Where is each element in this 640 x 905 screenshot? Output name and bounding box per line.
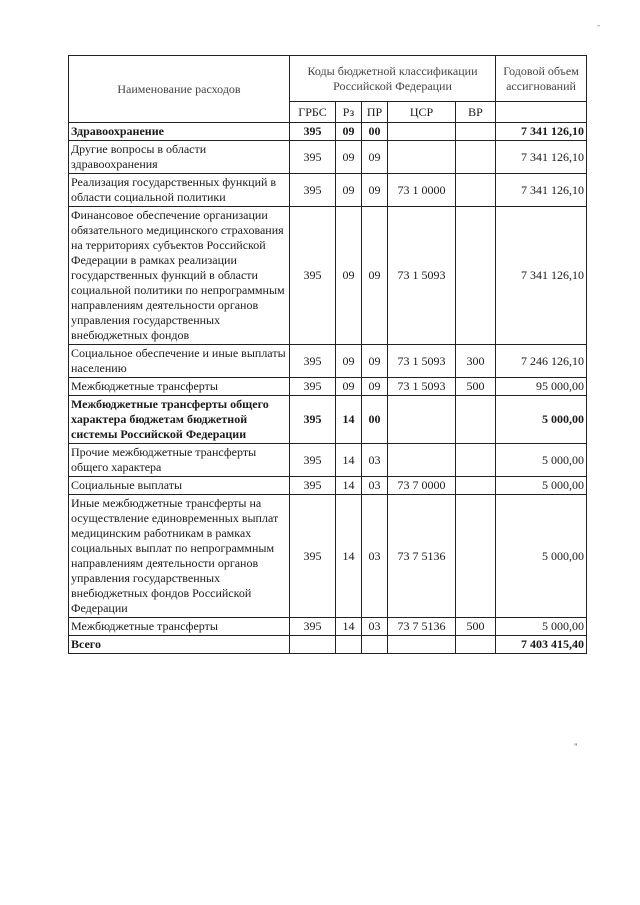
row-amount: 7 403 415,40 xyxy=(496,636,587,654)
row-csr: 73 1 5093 xyxy=(388,207,456,345)
row-amount: 7 341 126,10 xyxy=(496,174,587,207)
row-grbs: 395 xyxy=(290,174,336,207)
row-vr xyxy=(456,174,496,207)
row-vr: 500 xyxy=(456,378,496,396)
row-name: Другие вопросы в области здравоохранения xyxy=(69,141,290,174)
col-rz: Рз xyxy=(336,102,362,123)
row-csr xyxy=(388,141,456,174)
row-rz: 09 xyxy=(336,207,362,345)
header-name: Наименование расходов xyxy=(69,56,290,123)
row-amount: 7 341 126,10 xyxy=(496,141,587,174)
row-grbs: 395 xyxy=(290,378,336,396)
row-amount: 7 246 126,10 xyxy=(496,345,587,378)
row-vr xyxy=(456,444,496,477)
row-name: Социальные выплаты xyxy=(69,477,290,495)
col-pr: ПР xyxy=(362,102,388,123)
margin-mark: - xyxy=(597,20,600,30)
row-csr xyxy=(388,123,456,141)
row-vr xyxy=(456,495,496,618)
row-pr: 00 xyxy=(362,396,388,444)
row-grbs: 395 xyxy=(290,495,336,618)
row-rz: 14 xyxy=(336,396,362,444)
row-rz: 14 xyxy=(336,618,362,636)
row-csr xyxy=(388,636,456,654)
row-amount: 7 341 126,10 xyxy=(496,207,587,345)
row-csr: 73 1 5093 xyxy=(388,345,456,378)
row-pr: 09 xyxy=(362,141,388,174)
row-vr xyxy=(456,207,496,345)
row-grbs: 395 xyxy=(290,396,336,444)
table-row xyxy=(69,477,587,495)
row-name: Межбюджетные трансферты xyxy=(69,618,290,636)
col-csr: ЦСР xyxy=(388,102,456,123)
row-vr xyxy=(456,123,496,141)
row-amount: 5 000,00 xyxy=(496,396,587,444)
table-row xyxy=(69,123,587,141)
row-csr: 73 7 5136 xyxy=(388,618,456,636)
table-row xyxy=(69,345,587,378)
row-pr: 03 xyxy=(362,618,388,636)
table-row xyxy=(69,444,587,477)
col-amount-blank xyxy=(496,102,587,123)
row-rz: 14 xyxy=(336,444,362,477)
row-pr: 00 xyxy=(362,123,388,141)
row-csr xyxy=(388,444,456,477)
row-csr: 73 7 5136 xyxy=(388,495,456,618)
expenditure-table xyxy=(68,55,587,654)
table-header-row xyxy=(69,56,587,102)
table-row xyxy=(69,141,587,174)
row-pr: 09 xyxy=(362,207,388,345)
row-pr: 03 xyxy=(362,444,388,477)
row-name: Социальное обеспечение и иные выплаты населению xyxy=(69,345,290,378)
row-csr: 73 1 0000 xyxy=(388,174,456,207)
table-row xyxy=(69,174,587,207)
row-rz: 09 xyxy=(336,174,362,207)
table-row xyxy=(69,495,587,618)
col-vr: ВР xyxy=(456,102,496,123)
row-pr: 03 xyxy=(362,495,388,618)
table-row xyxy=(69,207,587,345)
header-codes: Коды бюджетной классификации Российской Федерации xyxy=(290,56,496,102)
header-amount: Годовой объем ассигнований xyxy=(496,56,587,102)
row-grbs: 395 xyxy=(290,345,336,378)
row-pr: 09 xyxy=(362,174,388,207)
row-vr: 300 xyxy=(456,345,496,378)
row-vr: 500 xyxy=(456,618,496,636)
row-csr xyxy=(388,396,456,444)
row-rz: 09 xyxy=(336,123,362,141)
row-name: Здравоохранение xyxy=(69,123,290,141)
col-grbs: ГРБС xyxy=(290,102,336,123)
row-name: Прочие межбюджетные трансферты общего характера xyxy=(69,444,290,477)
row-vr xyxy=(456,636,496,654)
row-vr xyxy=(456,396,496,444)
row-rz: 14 xyxy=(336,495,362,618)
margin-mark-bottom: " xyxy=(574,742,578,752)
row-grbs: 395 xyxy=(290,477,336,495)
row-pr xyxy=(362,636,388,654)
row-grbs: 395 xyxy=(290,123,336,141)
row-rz: 09 xyxy=(336,378,362,396)
row-amount: 5 000,00 xyxy=(496,618,587,636)
row-name: Межбюджетные трансферты общего характера бюджетам бюджетной системы Российской Федерации xyxy=(69,396,290,444)
row-grbs: 395 xyxy=(290,141,336,174)
row-amount: 5 000,00 xyxy=(496,444,587,477)
row-amount: 5 000,00 xyxy=(496,495,587,618)
row-rz: 14 xyxy=(336,477,362,495)
row-grbs xyxy=(290,636,336,654)
row-vr xyxy=(456,141,496,174)
table-row xyxy=(69,396,587,444)
row-pr: 09 xyxy=(362,378,388,396)
row-csr: 73 1 5093 xyxy=(388,378,456,396)
table-body xyxy=(69,123,587,654)
row-rz: 09 xyxy=(336,141,362,174)
row-rz: 09 xyxy=(336,345,362,378)
row-grbs: 395 xyxy=(290,618,336,636)
row-name: Межбюджетные трансферты xyxy=(69,378,290,396)
row-amount: 95 000,00 xyxy=(496,378,587,396)
row-name: Реализация государственных функций в области социальной политики xyxy=(69,174,290,207)
row-rz xyxy=(336,636,362,654)
row-grbs: 395 xyxy=(290,207,336,345)
row-amount: 5 000,00 xyxy=(496,477,587,495)
row-pr: 09 xyxy=(362,345,388,378)
table-row xyxy=(69,378,587,396)
table-row xyxy=(69,618,587,636)
row-pr: 03 xyxy=(362,477,388,495)
row-name: Финансовое обеспечение организации обязательного медицинского страхования на территориях субъектов Российской Федерации в рамках реализации государственных функций в области социальной политики по непрограммным направлениям деятельности органов управления государственных внебюджетных фондов xyxy=(69,207,290,345)
table-row xyxy=(69,636,587,654)
row-vr xyxy=(456,477,496,495)
row-csr: 73 7 0000 xyxy=(388,477,456,495)
row-name: Всего xyxy=(69,636,290,654)
row-grbs: 395 xyxy=(290,444,336,477)
row-name: Иные межбюджетные трансферты на осуществление единовременных выплат медицинским работникам в рамках социальных выплат по непрограммным направлениям деятельности органов управления государственных внебюджетных фондов Российской Федерации xyxy=(69,495,290,618)
row-amount: 7 341 126,10 xyxy=(496,123,587,141)
